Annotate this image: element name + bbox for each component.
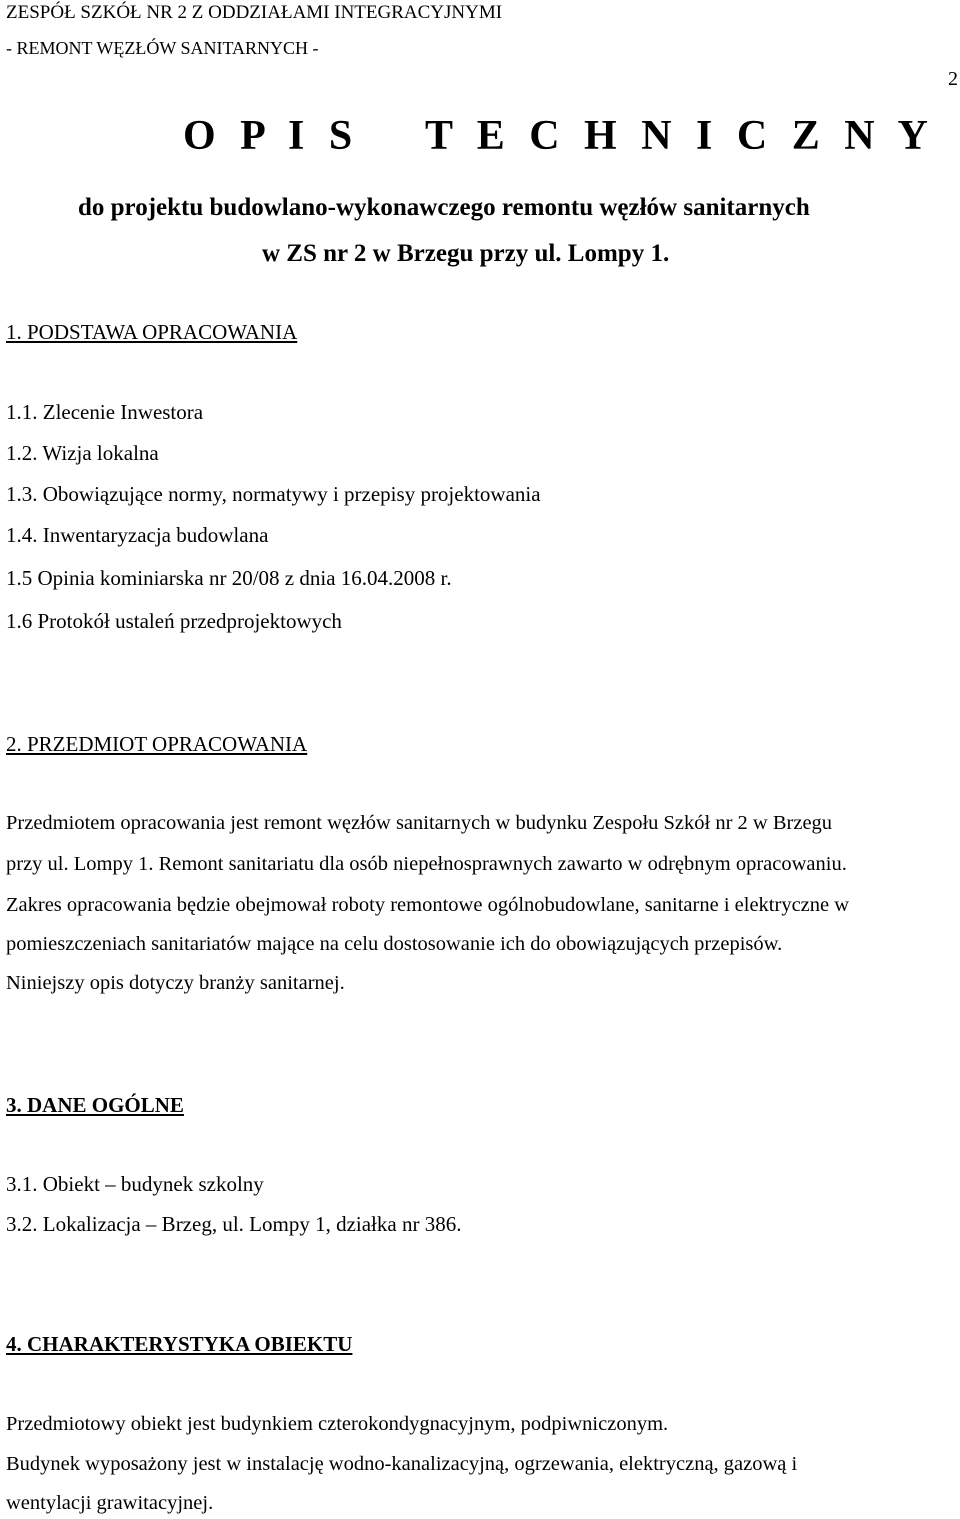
section-2-heading: 2. PRZEDMIOT OPRACOWANIA xyxy=(6,732,308,756)
document-title: O P I S T E C H N I C Z N Y xyxy=(183,113,928,159)
paragraph-line: Budynek wyposażony jest w instalację wodno-kanalizacyjną, ogrzewania, elektryczną, gazową i xyxy=(6,1453,798,1475)
page-number: 2 xyxy=(948,68,958,90)
paragraph-line: wentylacji grawitacyjnej. xyxy=(6,1492,214,1514)
paragraph-line: Niniejszy opis dotyczy branży sanitarnej. xyxy=(6,972,345,994)
list-item: 1.1. Zlecenie Inwestora xyxy=(6,400,204,424)
section-1-heading: 1. PODSTAWA OPRACOWANIA xyxy=(6,320,298,344)
list-item: 1.4. Inwentaryzacja budowlana xyxy=(6,523,269,547)
list-item: 1.3. Obowiązujące normy, normatywy i przepisy projektowania xyxy=(6,482,541,506)
list-item: 3.2. Lokalizacja – Brzeg, ul. Lompy 1, działka nr 386. xyxy=(6,1212,462,1236)
header-subject: - REMONT WĘZŁÓW SANITARNYCH - xyxy=(6,38,319,58)
paragraph-line: Przedmiotowy obiekt jest budynkiem czterokondygnacyjnym, podpiwniczonym. xyxy=(6,1413,669,1435)
section-3-heading: 3. DANE OGÓLNE xyxy=(6,1093,184,1117)
section-4-heading: 4. CHARAKTERYSTYKA OBIEKTU xyxy=(6,1332,353,1356)
subtitle-line-2: w ZS nr 2 w Brzegu przy ul. Lompy 1. xyxy=(262,240,670,267)
paragraph-line: pomieszczeniach sanitariatów mające na celu dostosowanie ich do obowiązujących przepisów. xyxy=(6,933,783,955)
paragraph-line: Przedmiotem opracowania jest remont węzłów sanitarnych w budynku Zespołu Szkół nr 2 w Brzegu xyxy=(6,812,833,834)
list-item: 1.5 Opinia kominiarska nr 20/08 z dnia 16.04.2008 r. xyxy=(6,566,452,590)
list-item: 1.2. Wizja lokalna xyxy=(6,441,159,465)
subtitle-line-1: do projektu budowlano-wykonawczego remontu węzłów sanitarnych xyxy=(78,194,810,221)
list-item: 3.1. Obiekt – budynek szkolny xyxy=(6,1172,264,1196)
paragraph-line: przy ul. Lompy 1. Remont sanitariatu dla osób niepełnosprawnych zawarto w odrębnym opracowaniu. xyxy=(6,853,847,875)
paragraph-line: Zakres opracowania będzie obejmował roboty remontowe ogólnobudowlane, sanitarne i elektryczne w xyxy=(6,894,850,916)
header-school-name: ZESPÓŁ SZKÓŁ NR 2 Z ODDZIAŁAMI INTEGRACYJNYMI xyxy=(6,2,503,23)
list-item: 1.6 Protokół ustaleń przedprojektowych xyxy=(6,609,342,633)
